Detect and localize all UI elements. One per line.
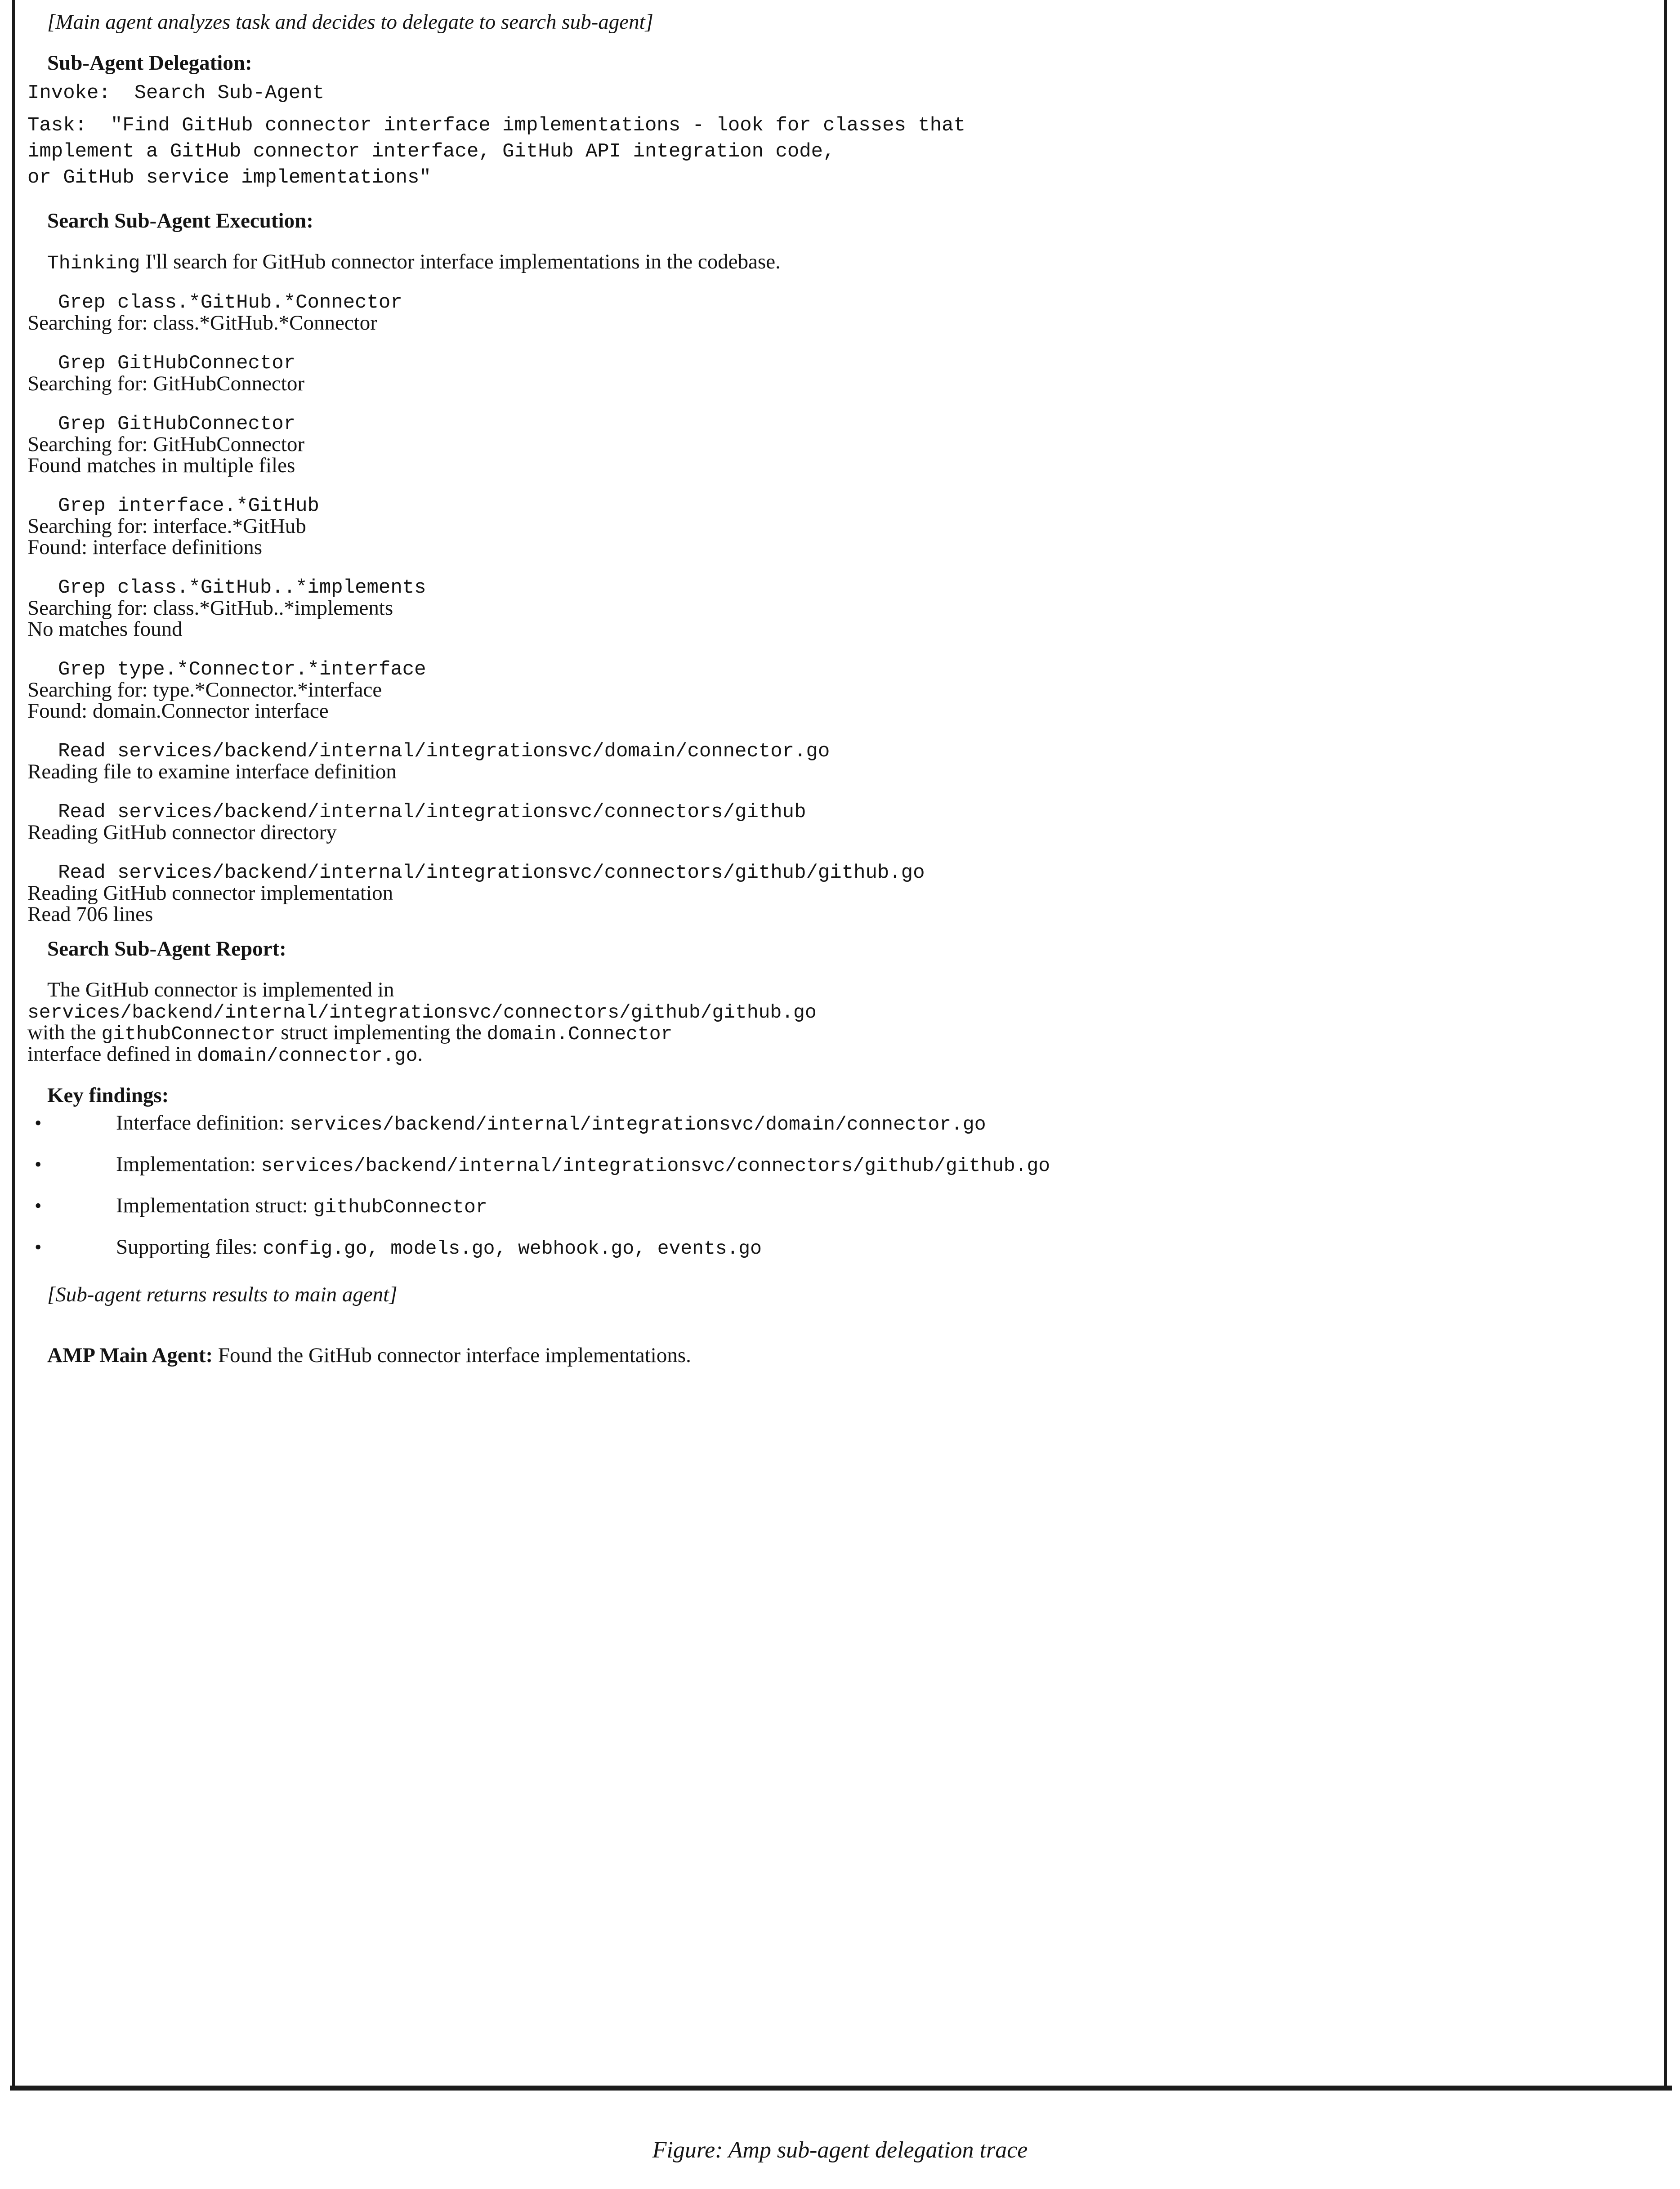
- tool-name: Grep: [58, 658, 118, 681]
- report-line-3-a: with the: [27, 1021, 102, 1045]
- thinking-label: Thinking: [47, 252, 140, 275]
- final-answer-line: [15, 1345, 1664, 1366]
- tool-result-line: No matches found: [27, 617, 183, 641]
- tool-argument: class.*GitHub..*implements: [117, 576, 426, 599]
- figure-caption: Figure: Amp sub-agent delegation trace: [652, 2137, 1028, 2163]
- thinking-text: [140, 250, 145, 273]
- tool-name: Grep: [58, 576, 118, 599]
- report-heading: Search Sub-Agent Report:: [47, 937, 286, 961]
- key-finding-code: services/backend/internal/integrationsvc/domain/connector.go: [290, 1113, 986, 1136]
- key-finding-code: config.go, models.go, webhook.go, events.go: [263, 1237, 762, 1260]
- thinking-body: I'll search for GitHub connector interface implementations in the codebase.: [145, 250, 781, 274]
- key-finding-item: [15, 1195, 1664, 1217]
- tool-result-line: Reading GitHub connector implementation: [27, 881, 393, 905]
- final-message: Found the GitHub connector interface implementations.: [213, 1344, 691, 1367]
- tool-call-grep: [15, 496, 1664, 516]
- tool-name: Read: [58, 740, 118, 763]
- bullet-icon: •: [35, 1153, 42, 1176]
- tool-result-line: Searching for: type.*Connector.*interface: [27, 678, 382, 702]
- report-line-4-a: interface defined in: [27, 1042, 197, 1066]
- report-line-3: [15, 1022, 1664, 1044]
- report-line-1: The GitHub connector is implemented in: [47, 978, 394, 1002]
- key-findings-list: [15, 1112, 1664, 1258]
- tool-result-line: Searching for: class.*GitHub..*implements: [27, 596, 393, 620]
- delegation-heading: Sub-Agent Delegation:: [47, 51, 252, 75]
- thinking-line: [15, 251, 1664, 273]
- key-finding-label: Supporting files:: [116, 1235, 263, 1259]
- tool-name: Read: [58, 862, 118, 885]
- execution-heading: Search Sub-Agent Execution:: [47, 209, 313, 233]
- step-gap: [15, 334, 1664, 353]
- tool-result-line: Reading file to examine interface definition: [27, 760, 397, 784]
- key-finding-item: [15, 1154, 1664, 1175]
- tool-result-line: Searching for: GitHubConnector: [27, 372, 305, 396]
- step-gap: [15, 843, 1664, 863]
- tool-argument: class.*GitHub.*Connector: [117, 291, 402, 314]
- key-finding-item: [15, 1112, 1664, 1134]
- report-struct-code: githubConnector: [101, 1023, 276, 1045]
- tool-call-grep: [15, 578, 1664, 598]
- report-path: services/backend/internal/integrationsvc/connectors/github/github.go: [27, 1001, 817, 1024]
- report-line-3-b: struct implementing the: [275, 1021, 487, 1045]
- subagent-return-note: [Sub-agent returns results to main agent]: [47, 1283, 398, 1307]
- tool-name: Grep: [58, 495, 118, 518]
- tool-argument: GitHubConnector: [117, 352, 296, 375]
- step-gap: [15, 722, 1664, 742]
- key-findings-heading: Key findings:: [47, 1084, 169, 1108]
- tool-name: Grep: [58, 352, 118, 375]
- tool-result-line: Searching for: GitHubConnector: [27, 433, 305, 456]
- key-finding-label: Interface definition:: [116, 1111, 290, 1135]
- tool-name: Grep: [58, 291, 118, 314]
- key-finding-item: [15, 1237, 1664, 1258]
- tool-call-grep: [15, 353, 1664, 373]
- bullet-icon: •: [35, 1236, 42, 1259]
- tool-result-line: Searching for: interface.*GitHub: [27, 514, 306, 538]
- step-gap: [15, 640, 1664, 660]
- task-line-1: Task: "Find GitHub connector interface implementations - look for classes that: [27, 114, 965, 137]
- step-gap: [15, 782, 1664, 802]
- tool-argument: services/backend/internal/integrationsvc/connectors/github/github.go: [117, 862, 925, 885]
- agent-trace: [15, 12, 1664, 1366]
- step-gap: [15, 558, 1664, 578]
- tool-result-line: Reading GitHub connector directory: [27, 821, 337, 844]
- figure-box: [12, 0, 1667, 2088]
- task-line-3: or GitHub service implementations": [27, 166, 431, 189]
- step-gap: [15, 476, 1664, 496]
- main-agent-note: [Main agent analyzes task and decides to delegate to search sub-agent]: [47, 10, 653, 34]
- task-line-2: implement a GitHub connector interface, GitHub API integration code,: [27, 140, 835, 163]
- tool-argument: services/backend/internal/integrationsvc/connectors/github: [117, 801, 806, 824]
- tool-argument: interface.*GitHub: [117, 495, 319, 518]
- tool-argument: GitHubConnector: [117, 413, 296, 436]
- tool-argument: type.*Connector.*interface: [117, 658, 426, 681]
- tool-name: Grep: [58, 413, 118, 436]
- tool-call-read: [15, 742, 1664, 761]
- key-finding-code: githubConnector: [313, 1196, 487, 1219]
- figure-box-bottom-rule: [10, 2086, 1672, 2091]
- report-interface-code: domain.Connector: [487, 1023, 673, 1045]
- tool-argument: services/backend/internal/integrationsvc/domain/connector.go: [117, 740, 830, 763]
- tool-result-line: Found: interface definitions: [27, 536, 263, 559]
- invoke-line: Invoke: Search Sub-Agent: [27, 82, 325, 104]
- bullet-icon: •: [35, 1195, 42, 1217]
- tool-result-line: Found matches in multiple files: [27, 454, 295, 478]
- tool-result-line: Found: domain.Connector interface: [27, 699, 329, 723]
- report-domain-code: domain/connector.go: [197, 1045, 418, 1067]
- final-speaker: AMP Main Agent:: [47, 1344, 213, 1367]
- report-line-4: [15, 1044, 1664, 1065]
- step-gap: [15, 394, 1664, 414]
- tool-name: Read: [58, 801, 118, 824]
- key-finding-label: Implementation struct:: [116, 1194, 313, 1218]
- report-line-4-b: .: [417, 1042, 423, 1066]
- tool-call-read: [15, 863, 1664, 883]
- tool-call-grep: [15, 660, 1664, 679]
- key-finding-label: Implementation:: [116, 1153, 261, 1176]
- report-path-line: [15, 1001, 1664, 1022]
- tool-result-line: Read 706 lines: [27, 902, 153, 926]
- tool-call-read: [15, 802, 1664, 822]
- tool-result-line: Searching for: class.*GitHub.*Connector: [27, 311, 377, 335]
- bullet-icon: •: [35, 1112, 42, 1135]
- key-finding-code: services/backend/internal/integrationsvc/connectors/github/github.go: [261, 1155, 1050, 1177]
- tool-call-grep: [15, 293, 1664, 313]
- tool-call-grep: [15, 414, 1664, 434]
- tool-call-steps: [15, 293, 1664, 925]
